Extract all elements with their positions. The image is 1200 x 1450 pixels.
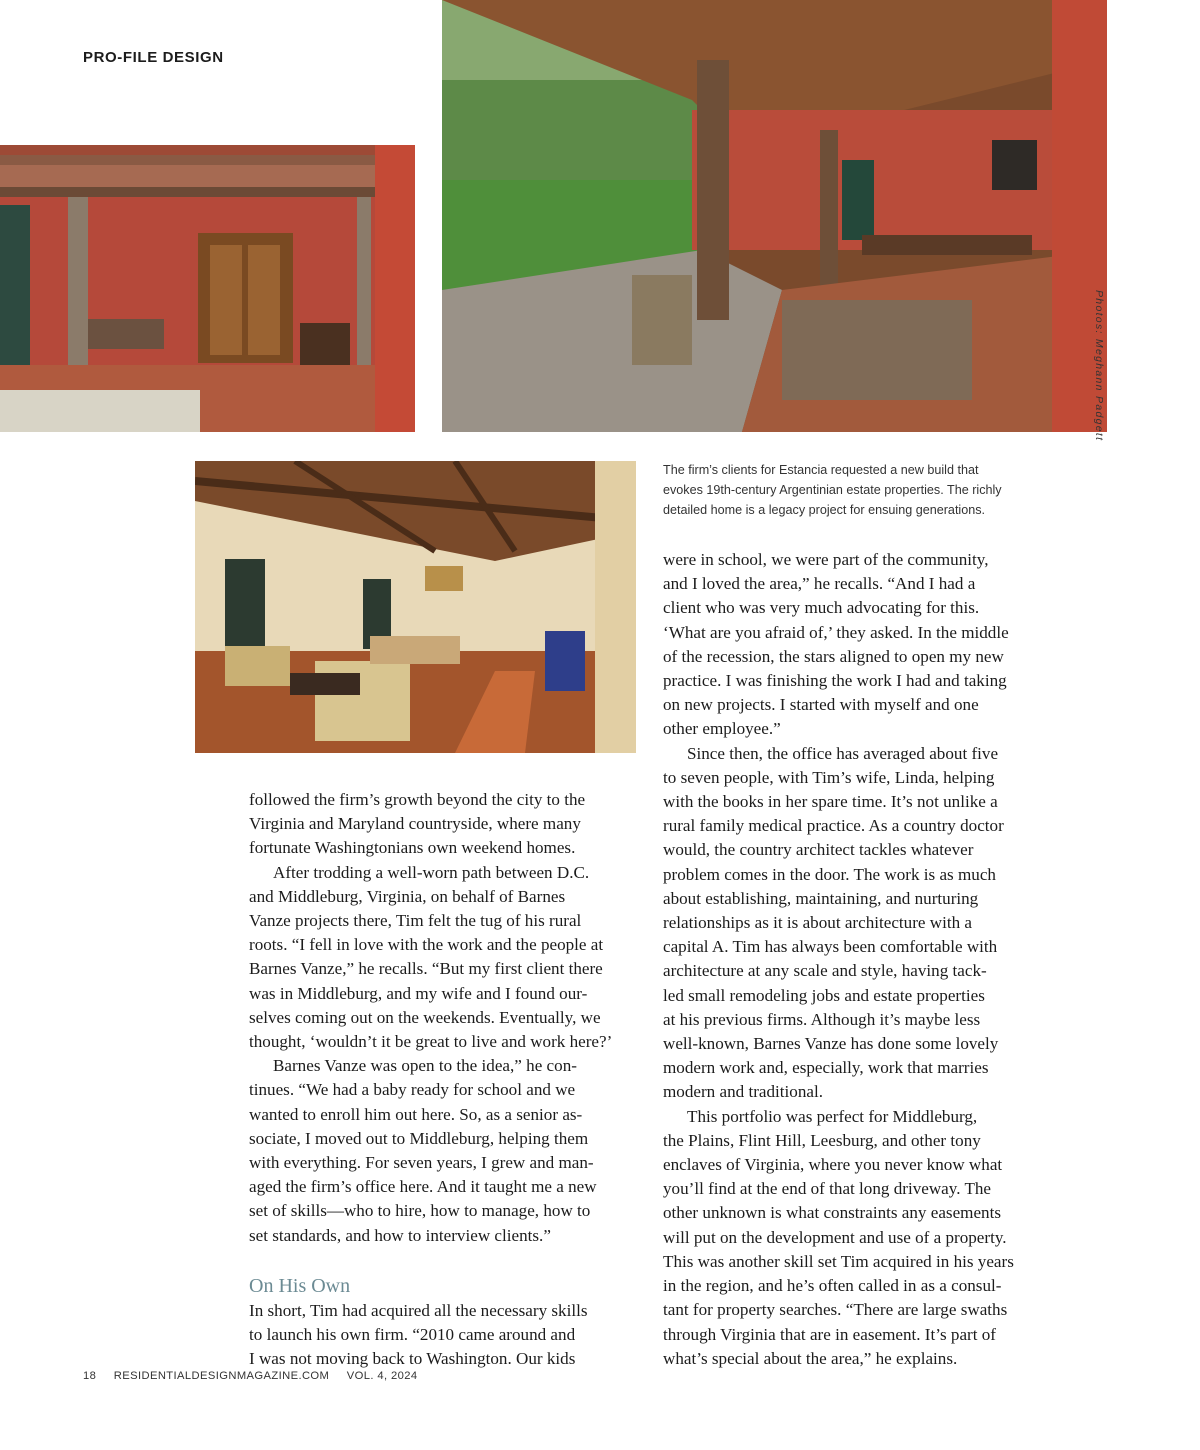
- body-line: to launch his own firm. “2010 came around and: [249, 1325, 576, 1345]
- covered-porch-photo: [442, 0, 1107, 432]
- page-number: 18: [83, 1370, 97, 1382]
- body-line: capital A. Tim has always been comfortable with: [663, 937, 998, 957]
- body-line: roots. “I fell in love with the work and the people at: [249, 935, 604, 955]
- body-line: was in Middleburg, and my wife and I found our-: [249, 983, 588, 1003]
- footer-volume: VOL. 4, 2024: [346, 1370, 418, 1382]
- body-line: with the books in her spare time. It’s not unlike a: [663, 792, 998, 812]
- body-line: to seven people, with Tim’s wife, Linda, helping: [663, 767, 995, 787]
- body-line: of the recession, the stars aligned to open my new: [663, 646, 1004, 666]
- body-line: This portfolio was perfect for Middleburg,: [687, 1106, 978, 1126]
- body-line: I was not moving back to Washington. Our kids: [249, 1349, 576, 1369]
- body-line: led small remodeling jobs and estate properties: [663, 985, 985, 1005]
- body-line: aged the firm’s office here. And it taught me a new: [249, 1177, 597, 1197]
- body-line: would, the country architect tackles whatever: [663, 840, 974, 860]
- body-line: fortunate Washingtonians own weekend homes.: [249, 838, 576, 858]
- body-line: practice. I was finishing the work I had and taking: [663, 671, 1007, 691]
- caption-line: The firm’s clients for Estancia requested a new build that: [663, 463, 979, 477]
- body-line: and Middleburg, Virginia, on behalf of Barnes: [249, 886, 566, 906]
- caption-line: evokes 19th-century Argentinian estate properties. The richly: [663, 483, 1002, 497]
- body-line: tinues. “We had a baby ready for school and we: [249, 1080, 576, 1100]
- body-line: After trodding a well-worn path between D.C.: [273, 862, 590, 882]
- body-line: in the region, and he’s often called in as a consul-: [663, 1276, 1002, 1296]
- body-line: relationships as it is about architecture with a: [663, 913, 973, 933]
- body-line: on new projects. I started with myself and one: [663, 695, 979, 715]
- body-line: In short, Tim had acquired all the necessary skills: [249, 1300, 588, 1320]
- page-footer: [83, 1370, 432, 1382]
- body-line: about establishing, maintaining, and nurturing: [663, 888, 979, 908]
- body-line: enclaves of Virginia, where you never know what: [663, 1155, 1003, 1175]
- body-line: architecture at any scale and style, having tack-: [663, 961, 987, 981]
- body-line: with everything. For seven years, I grew and man-: [249, 1153, 594, 1173]
- body-line: wanted to enroll him out here. So, as a senior as-: [249, 1104, 583, 1124]
- body-line: modern and traditional.: [663, 1082, 823, 1102]
- living-room-photo: [195, 461, 636, 753]
- body-line: will put on the development and use of a property.: [663, 1227, 1007, 1247]
- body-line: problem comes in the door. The work is as much: [663, 864, 996, 884]
- body-line: other employee.”: [663, 719, 781, 739]
- body-line: and I loved the area,” he recalls. “And I had a: [663, 574, 976, 594]
- body-line: client who was very much advocating for this.: [663, 598, 980, 618]
- caption-line: detailed home is a legacy project for ensuing generations.: [663, 503, 986, 517]
- body-line: at his previous firms. Although it’s maybe less: [663, 1009, 981, 1029]
- section-label: PRO-FILE DESIGN: [83, 49, 224, 66]
- body-line: Virginia and Maryland countryside, where many: [249, 814, 581, 834]
- exterior-front-doors-photo: [0, 145, 415, 432]
- body-line: tant for property searches. “There are large swaths: [663, 1300, 1008, 1320]
- body-line: you’ll find at the end of that long driveway. The: [663, 1179, 992, 1199]
- body-line: Since then, the office has averaged about five: [687, 743, 999, 763]
- article-column-left: [249, 788, 644, 1371]
- body-line: Barnes Vanze was open to the idea,” he con-: [273, 1056, 577, 1076]
- body-line: were in school, we were part of the community,: [663, 550, 989, 569]
- body-line: set standards, and how to interview clients.”: [249, 1225, 551, 1245]
- article-column-right: [663, 548, 1058, 1371]
- body-line: ‘What are you afraid of,’ they asked. In the middle: [663, 622, 1009, 642]
- body-line: This was another skill set Tim acquired in his years: [663, 1251, 1014, 1271]
- footer-site[interactable]: RESIDENTIALDESIGNMAGAZINE.COM: [113, 1370, 330, 1382]
- photo-credit: Photos: Meghann Padgett: [1093, 290, 1105, 442]
- body-line: followed the firm’s growth beyond the city to the: [249, 790, 586, 809]
- subhead: On His Own: [249, 1274, 351, 1297]
- body-line: well-known, Barnes Vanze has done some lovely: [663, 1034, 999, 1054]
- body-line: set of skills—who to hire, how to manage, how to: [249, 1201, 591, 1221]
- body-line: modern work and, especially, work that marries: [663, 1058, 989, 1078]
- body-line: other unknown is what constraints any easements: [663, 1203, 1002, 1223]
- body-line: the Plains, Flint Hill, Leesburg, and other tony: [663, 1130, 981, 1150]
- body-line: selves coming out on the weekends. Eventually, we: [249, 1007, 601, 1027]
- body-line: Barnes Vanze,” he recalls. “But my first client there: [249, 959, 603, 979]
- body-line: through Virginia that are in easement. It’s part of: [663, 1324, 997, 1344]
- body-line: Vanze projects there, Tim felt the tug of his rural: [249, 911, 582, 931]
- body-line: sociate, I moved out to Middleburg, helping them: [249, 1128, 589, 1148]
- photo-caption: [663, 460, 1063, 520]
- body-line: what’s special about the area,” he explains.: [663, 1348, 958, 1368]
- body-line: rural family medical practice. As a country doctor: [663, 816, 1004, 836]
- body-line: thought, ‘wouldn’t it be great to live and work here?’: [249, 1032, 613, 1052]
